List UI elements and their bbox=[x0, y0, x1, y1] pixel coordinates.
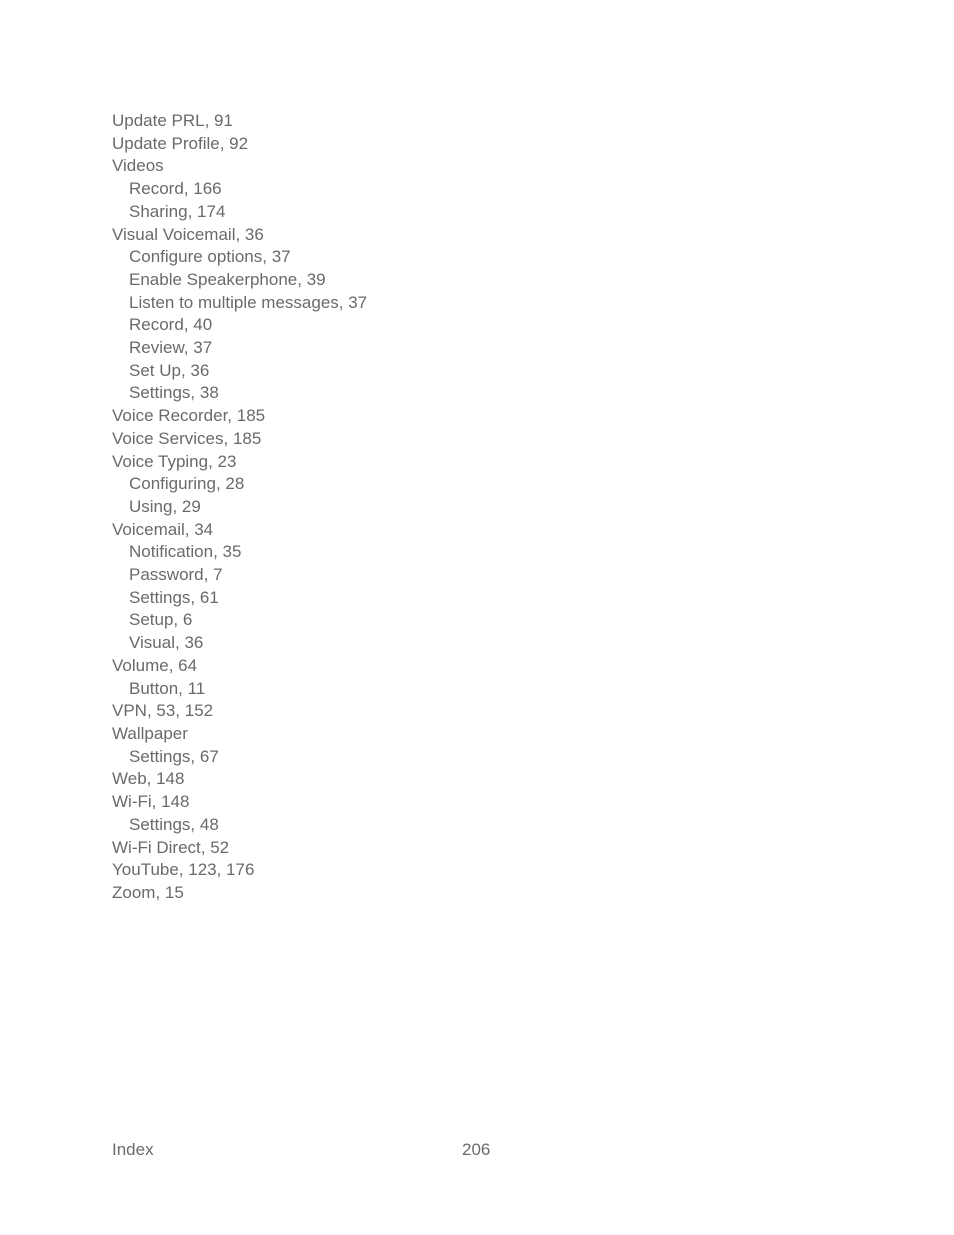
index-entry: Wallpaper bbox=[112, 723, 188, 743]
index-subentry: Record, 166 bbox=[129, 179, 222, 199]
index-subentry: Notification, 35 bbox=[129, 542, 242, 562]
index-subentry: Sharing, 174 bbox=[129, 201, 226, 221]
index-entry: Voice Services, 185 bbox=[112, 428, 262, 448]
index-subentry: Password, 7 bbox=[129, 565, 223, 585]
index-entry: Voice Typing, 23 bbox=[112, 451, 237, 471]
index-subentry: Review, 37 bbox=[129, 338, 213, 358]
index-subentry: Enable Speakerphone, 39 bbox=[129, 269, 326, 289]
index-entry: Wi-Fi, 148 bbox=[112, 792, 190, 812]
index-entry: Zoom, 15 bbox=[112, 882, 184, 902]
index-entry: Update PRL, 91 bbox=[112, 111, 233, 130]
index-subentry: Visual, 36 bbox=[129, 633, 204, 653]
index-subentry: Settings, 61 bbox=[129, 587, 219, 607]
index-list bbox=[112, 110, 367, 905]
index-entry: Web, 148 bbox=[112, 769, 185, 789]
index-subentry: Configure options, 37 bbox=[129, 247, 291, 267]
index-entry: Voice Recorder, 185 bbox=[112, 406, 266, 426]
index-entry: Wi-Fi Direct, 52 bbox=[112, 837, 230, 857]
index-subentry: Configuring, 28 bbox=[129, 474, 245, 494]
index-subentry: Settings, 48 bbox=[129, 814, 219, 834]
index-entry: Volume, 64 bbox=[112, 655, 198, 675]
footer-page-number: 206 bbox=[462, 1140, 491, 1159]
index-entry: Update Profile, 92 bbox=[112, 133, 249, 153]
index-subentry: Settings, 38 bbox=[129, 383, 219, 403]
index-entry: Visual Voicemail, 36 bbox=[112, 224, 264, 244]
index-subentry: Settings, 67 bbox=[129, 746, 219, 766]
index-entry: Videos bbox=[112, 156, 164, 176]
index-subentry: Record, 40 bbox=[129, 315, 213, 335]
index-subentry: Set Up, 36 bbox=[129, 360, 210, 380]
index-subentry: Setup, 6 bbox=[129, 610, 193, 630]
index-entry: YouTube, 123, 176 bbox=[112, 860, 255, 880]
index-subentry: Using, 29 bbox=[129, 496, 201, 516]
index-subentry: Listen to multiple messages, 37 bbox=[129, 292, 368, 312]
index-subentry: Button, 11 bbox=[129, 678, 206, 698]
footer-section-label: Index bbox=[112, 1140, 154, 1159]
index-entry: Voicemail, 34 bbox=[112, 519, 214, 539]
index-entry: VPN, 53, 152 bbox=[112, 701, 214, 721]
